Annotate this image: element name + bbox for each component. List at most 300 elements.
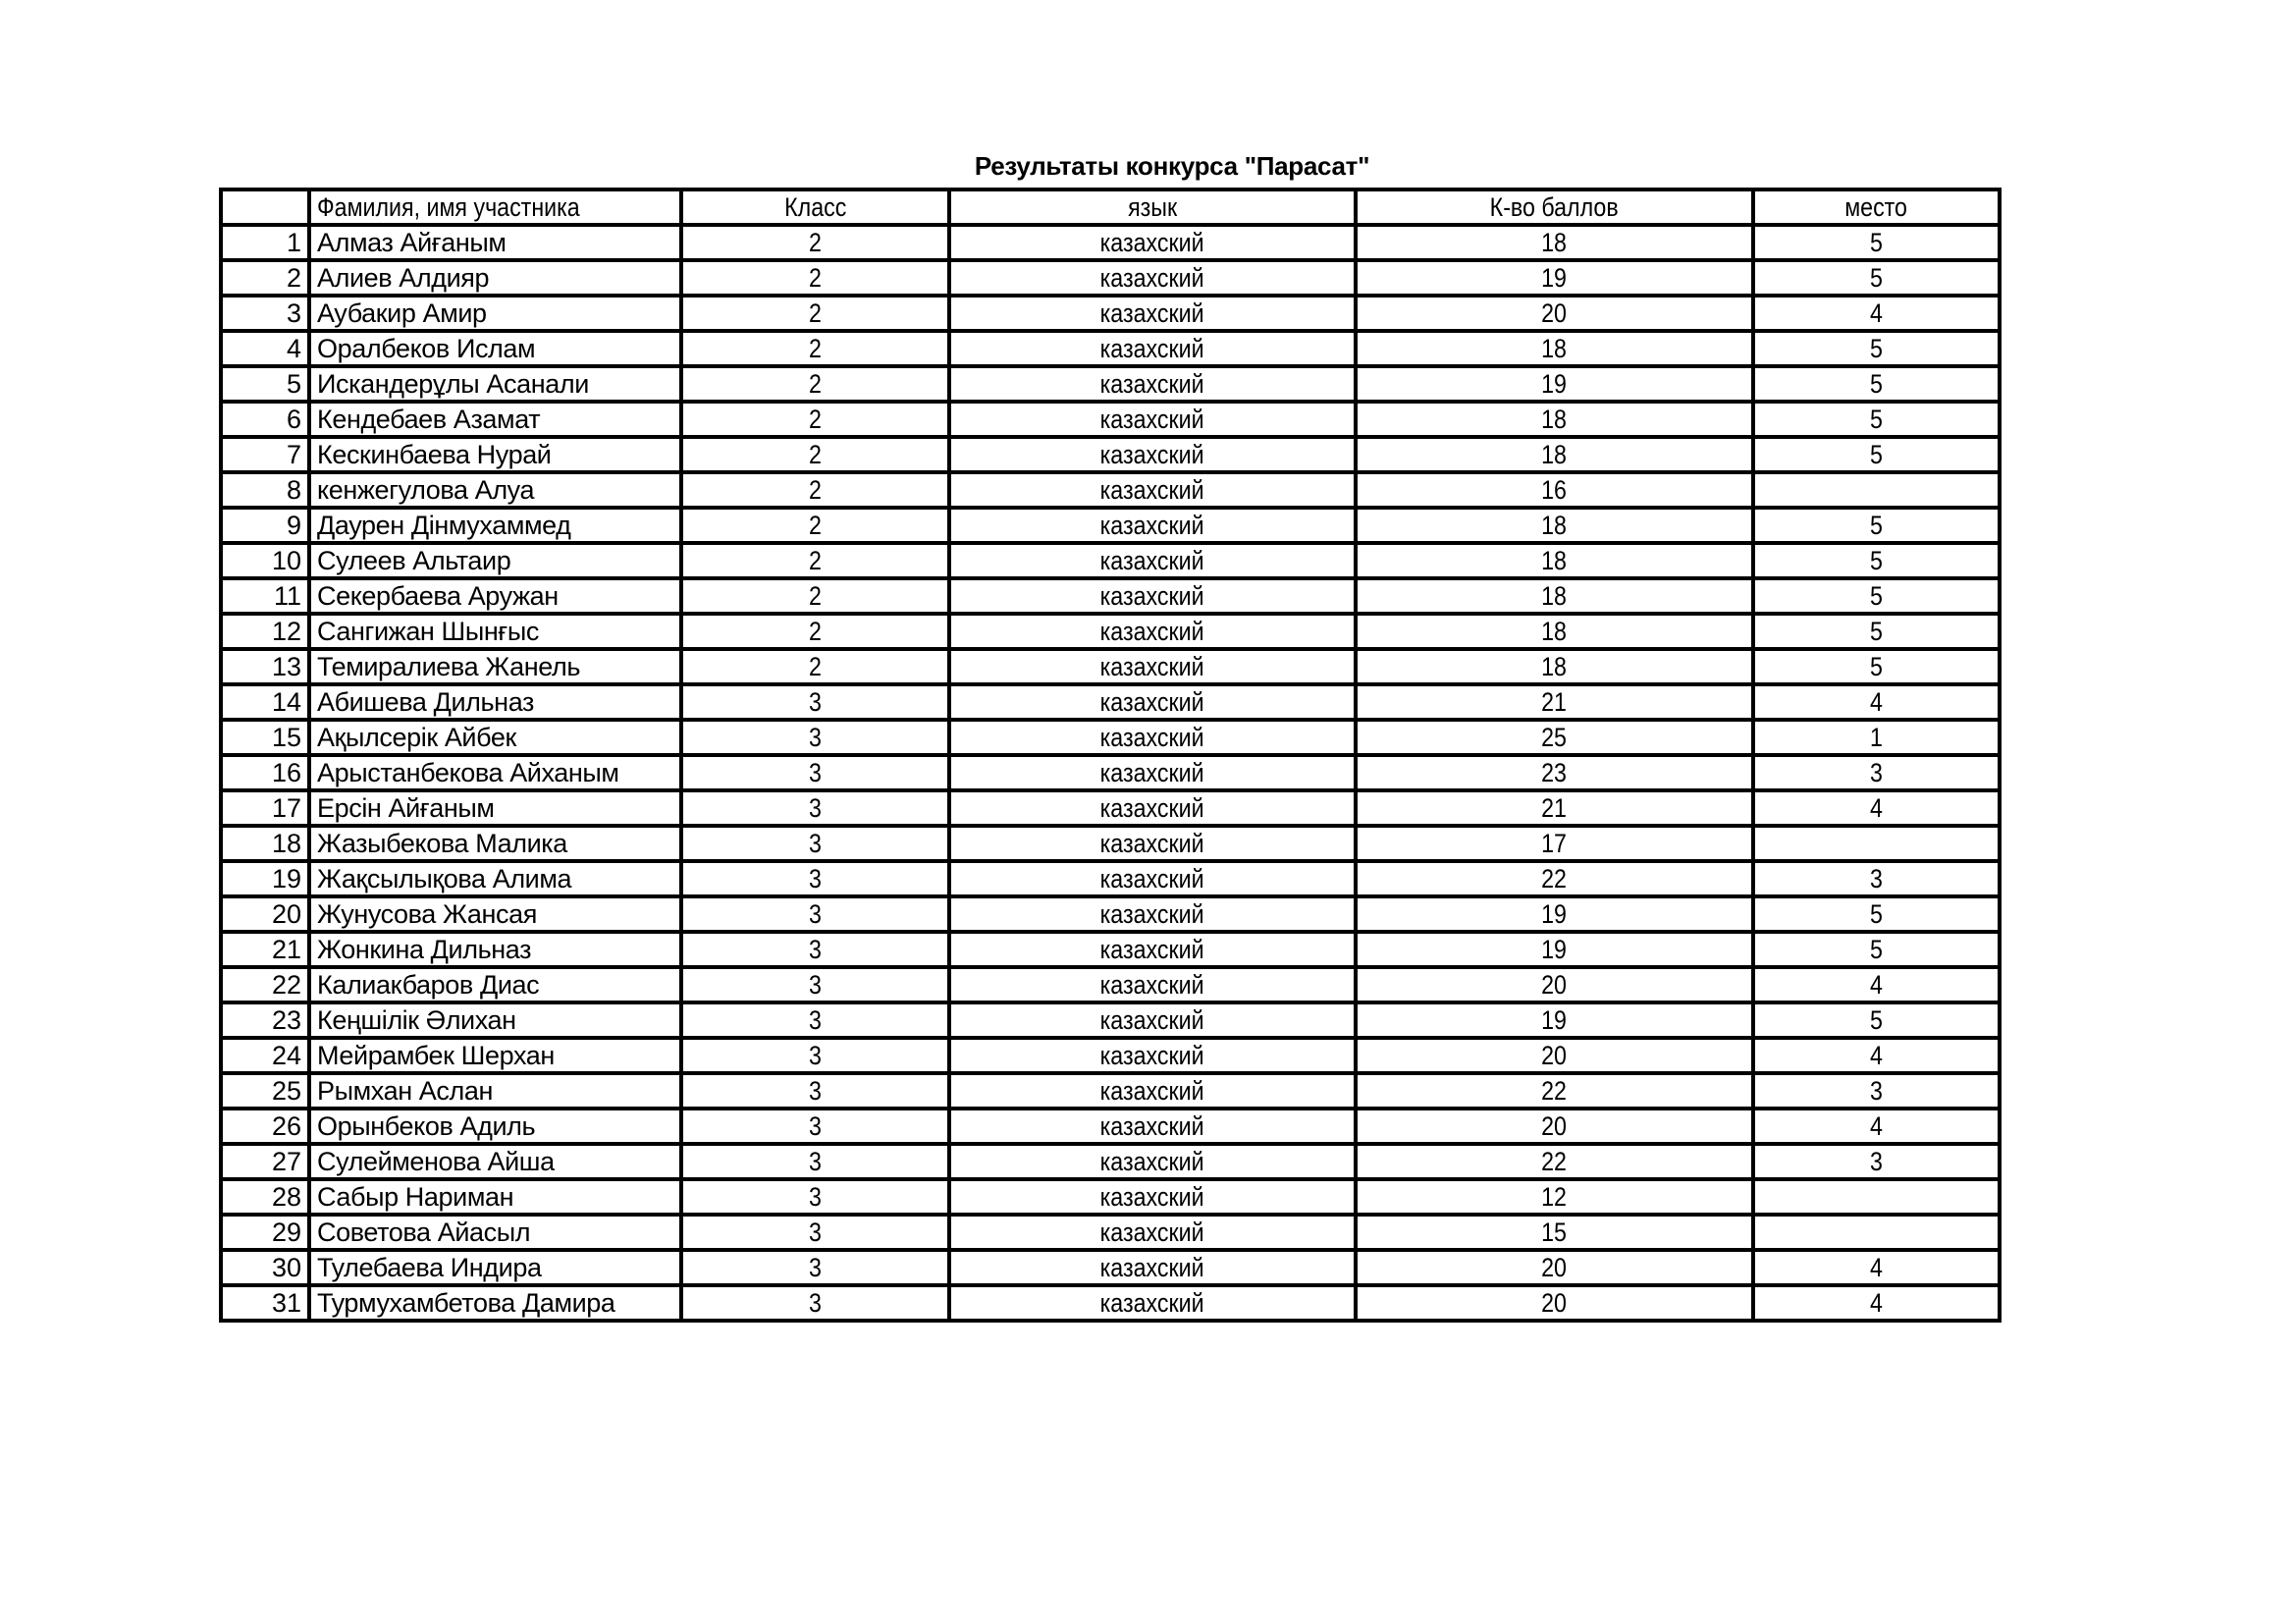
place-cell [1753,720,2000,755]
place-cell [1753,826,2000,861]
language-cell [949,684,1356,720]
place-cell [1753,896,2000,932]
place-cell [1753,1109,2000,1144]
row-number-cell: 1 [221,225,309,260]
language-cell [949,1002,1356,1038]
header-name-label: Фамилия, имя участника [317,192,580,222]
class-cell [681,543,949,578]
language-cell-text: казахский [1100,511,1204,540]
place-cell [1753,1073,2000,1109]
language-cell-text: казахский [1100,1182,1204,1212]
row-number-cell: 11 [221,578,309,614]
language-cell [949,508,1356,543]
place-cell-text: 1 [1870,723,1883,752]
row-number-cell: 6 [221,402,309,437]
place-cell-text: 4 [1870,793,1883,823]
place-cell-text: 3 [1870,758,1883,787]
class-cell [681,1285,949,1321]
language-cell-text: казахский [1100,723,1204,752]
row-number-cell: 18 [221,826,309,861]
score-cell [1356,366,1753,402]
score-cell-text: 20 [1541,1288,1568,1318]
row-number-cell: 24 [221,1038,309,1073]
language-cell [949,1038,1356,1073]
participant-name-cell: Рымхан Аслан [309,1073,681,1109]
class-cell-text: 3 [809,1218,822,1247]
participant-name-cell: Сабыр Нариман [309,1179,681,1215]
table-row [221,826,2000,861]
row-number-cell: 15 [221,720,309,755]
place-cell-text: 4 [1870,970,1883,1000]
row-number-cell: 19 [221,861,309,896]
score-cell-text: 18 [1541,440,1568,469]
language-cell [949,472,1356,508]
score-cell-text: 19 [1541,935,1568,964]
table-row [221,790,2000,826]
place-cell [1753,790,2000,826]
place-cell-text: 5 [1870,652,1883,681]
place-cell [1753,755,2000,790]
class-cell [681,225,949,260]
score-cell [1356,331,1753,366]
class-cell [681,331,949,366]
place-cell [1753,1038,2000,1073]
table-row [221,296,2000,331]
table-row [221,508,2000,543]
table-row [221,472,2000,508]
language-cell [949,826,1356,861]
language-cell [949,578,1356,614]
language-cell [949,402,1356,437]
participant-name-cell: Абишева Дильназ [309,684,681,720]
class-cell-text: 2 [809,652,822,681]
participant-name-cell: Ерсін Айғаным [309,790,681,826]
score-cell [1356,508,1753,543]
score-cell [1356,614,1753,649]
header-place [1753,189,2000,225]
table-row [221,402,2000,437]
class-cell-text: 2 [809,228,822,257]
table-row [221,861,2000,896]
row-number-cell: 23 [221,1002,309,1038]
class-cell-text: 3 [809,864,822,893]
class-cell [681,1073,949,1109]
place-cell-text: 5 [1870,263,1883,293]
participant-name-cell: Секербаева Аружан [309,578,681,614]
participant-name-cell: Кескинбаева Нурай [309,437,681,472]
row-number-cell: 13 [221,649,309,684]
participant-name-cell: Даурен Дінмухаммед [309,508,681,543]
score-cell-text: 22 [1541,1147,1568,1176]
language-cell-text: казахский [1100,263,1204,293]
table-row [221,437,2000,472]
class-cell-text: 2 [809,617,822,646]
place-cell [1753,225,2000,260]
class-cell [681,296,949,331]
class-cell-text: 2 [809,581,822,611]
header-name [309,189,681,225]
header-row [221,189,2000,225]
class-cell [681,861,949,896]
score-cell [1356,296,1753,331]
score-cell-text: 19 [1541,899,1568,929]
place-cell-text: 3 [1870,864,1883,893]
language-cell [949,755,1356,790]
place-cell [1753,260,2000,296]
class-cell [681,437,949,472]
header-place-label: место [1844,192,1908,222]
row-number-cell: 12 [221,614,309,649]
place-cell [1753,508,2000,543]
language-cell [949,1073,1356,1109]
class-cell [681,1250,949,1285]
participant-name-cell: Алиев Алдияр [309,260,681,296]
score-cell [1356,967,1753,1002]
language-cell [949,366,1356,402]
class-cell [681,649,949,684]
participant-name-cell: Мейрамбек Шерхан [309,1038,681,1073]
class-cell [681,260,949,296]
row-number-cell: 2 [221,260,309,296]
language-cell [949,1250,1356,1285]
score-cell [1356,1250,1753,1285]
class-cell-text: 3 [809,1005,822,1035]
language-cell [949,260,1356,296]
score-cell [1356,1109,1753,1144]
language-cell-text: казахский [1100,1005,1204,1035]
participant-name-cell: Жунусова Жансая [309,896,681,932]
class-cell-text: 3 [809,899,822,929]
score-cell-text: 19 [1541,369,1568,399]
language-cell [949,720,1356,755]
score-cell-text: 18 [1541,581,1568,611]
place-cell-text: 5 [1870,334,1883,363]
language-cell-text: казахский [1100,1218,1204,1247]
row-number-cell: 28 [221,1179,309,1215]
language-cell [949,967,1356,1002]
place-cell-text: 5 [1870,899,1883,929]
results-table [219,188,2002,1323]
participant-name-cell: Советова Айасыл [309,1215,681,1250]
row-number-cell: 7 [221,437,309,472]
participant-name-cell: Турмухамбетова Дамира [309,1285,681,1321]
participant-name-cell: Сулейменова Айша [309,1144,681,1179]
table-body [221,225,2000,1321]
place-cell-text: 5 [1870,511,1883,540]
participant-name-cell: Темиралиева Жанель [309,649,681,684]
table-row [221,578,2000,614]
participant-name-cell: Жонкина Дильназ [309,932,681,967]
class-cell [681,578,949,614]
class-cell-text: 3 [809,758,822,787]
language-cell-text: казахский [1100,935,1204,964]
place-cell [1753,684,2000,720]
class-cell [681,402,949,437]
language-cell-text: казахский [1100,864,1204,893]
language-cell [949,896,1356,932]
table-row [221,932,2000,967]
place-cell [1753,614,2000,649]
score-cell [1356,649,1753,684]
score-cell [1356,1002,1753,1038]
class-cell-text: 2 [809,511,822,540]
place-cell-text: 4 [1870,298,1883,328]
participant-name-cell: Кендебаев Азамат [309,402,681,437]
table-row [221,896,2000,932]
class-cell [681,684,949,720]
score-cell [1356,225,1753,260]
language-cell [949,225,1356,260]
participant-name-cell: Тулебаева Индира [309,1250,681,1285]
participant-name-cell: Жазыбекова Малика [309,826,681,861]
place-cell [1753,1179,2000,1215]
class-cell [681,790,949,826]
score-cell-text: 23 [1541,758,1568,787]
score-cell [1356,1073,1753,1109]
score-cell-text: 12 [1541,1182,1568,1212]
score-cell [1356,1144,1753,1179]
participant-name-cell: Кеңшілік Әлихан [309,1002,681,1038]
language-cell-text: казахский [1100,970,1204,1000]
score-cell-text: 19 [1541,1005,1568,1035]
place-cell [1753,967,2000,1002]
class-cell-text: 3 [809,1288,822,1318]
language-cell [949,1179,1356,1215]
language-cell-text: казахский [1100,440,1204,469]
table-row [221,649,2000,684]
score-cell-text: 20 [1541,1253,1568,1282]
header-class [681,189,949,225]
class-cell-text: 3 [809,793,822,823]
score-cell-text: 17 [1541,829,1568,858]
class-cell-text: 2 [809,475,822,505]
language-cell-text: казахский [1100,334,1204,363]
place-cell [1753,296,2000,331]
participant-name-cell: Искандерұлы Асанали [309,366,681,402]
language-cell [949,1109,1356,1144]
score-cell-text: 18 [1541,334,1568,363]
participant-name-cell: Аубакир Амир [309,296,681,331]
header-language [949,189,1356,225]
language-cell [949,861,1356,896]
place-cell [1753,1215,2000,1250]
score-cell-text: 21 [1541,687,1568,717]
place-cell-text: 3 [1870,1076,1883,1106]
class-cell [681,896,949,932]
language-cell [949,1285,1356,1321]
table-row [221,684,2000,720]
class-cell [681,720,949,755]
class-cell [681,508,949,543]
class-cell-text: 3 [809,970,822,1000]
place-cell [1753,1250,2000,1285]
language-cell-text: казахский [1100,1147,1204,1176]
class-cell-text: 3 [809,1076,822,1106]
score-cell [1356,260,1753,296]
participant-name-cell: Алмаз Айғаным [309,225,681,260]
language-cell-text: казахский [1100,228,1204,257]
class-cell-text: 2 [809,298,822,328]
class-cell [681,1038,949,1073]
score-cell-text: 20 [1541,1041,1568,1070]
language-cell [949,437,1356,472]
row-number-cell: 3 [221,296,309,331]
score-cell-text: 18 [1541,652,1568,681]
row-number-cell: 16 [221,755,309,790]
place-cell-text: 5 [1870,369,1883,399]
table-row [221,1179,2000,1215]
place-cell-text: 5 [1870,581,1883,611]
score-cell-text: 15 [1541,1218,1568,1247]
row-number-cell: 27 [221,1144,309,1179]
place-cell-text: 5 [1870,1005,1883,1035]
class-cell [681,614,949,649]
score-cell-text: 18 [1541,511,1568,540]
score-cell [1356,437,1753,472]
row-number-cell: 5 [221,366,309,402]
class-cell-text: 3 [809,1111,822,1141]
language-cell-text: казахский [1100,1111,1204,1141]
class-cell-text: 2 [809,369,822,399]
score-cell-text: 18 [1541,617,1568,646]
language-cell [949,296,1356,331]
score-cell-text: 22 [1541,1076,1568,1106]
class-cell-text: 3 [809,1253,822,1282]
row-number-cell: 30 [221,1250,309,1285]
place-cell-text: 5 [1870,617,1883,646]
score-cell-text: 18 [1541,546,1568,575]
participant-name-cell: Калиакбаров Диас [309,967,681,1002]
participant-name-cell: Сангижан Шынғыс [309,614,681,649]
language-cell-text: казахский [1100,546,1204,575]
class-cell [681,1109,949,1144]
row-number-cell: 10 [221,543,309,578]
score-cell-text: 18 [1541,405,1568,434]
place-cell [1753,437,2000,472]
class-cell [681,366,949,402]
score-cell [1356,720,1753,755]
table-row [221,967,2000,1002]
page-title: Результаты конкурса "Парасат" [974,151,1370,181]
table-row [221,755,2000,790]
language-cell-text: казахский [1100,758,1204,787]
row-number-cell: 22 [221,967,309,1002]
score-cell-text: 21 [1541,793,1568,823]
language-cell-text: казахский [1100,829,1204,858]
class-cell-text: 2 [809,440,822,469]
participant-name-cell: Орынбеков Адиль [309,1109,681,1144]
score-cell-text: 25 [1541,723,1568,752]
participant-name-cell: Жақсылықова Алима [309,861,681,896]
score-cell-text: 18 [1541,228,1568,257]
language-cell [949,1144,1356,1179]
place-cell [1753,543,2000,578]
score-cell [1356,578,1753,614]
place-cell-text: 4 [1870,1041,1883,1070]
place-cell-text: 4 [1870,1111,1883,1141]
language-cell-text: казахский [1100,617,1204,646]
table-row [221,225,2000,260]
score-cell-text: 19 [1541,263,1568,293]
table-row [221,1144,2000,1179]
table-row [221,260,2000,296]
table-row [221,1215,2000,1250]
language-cell-text: казахский [1100,1288,1204,1318]
language-cell [949,331,1356,366]
score-cell [1356,896,1753,932]
score-cell [1356,402,1753,437]
place-cell-text: 5 [1870,546,1883,575]
place-cell-text: 5 [1870,440,1883,469]
table-row [221,1038,2000,1073]
table-row [221,331,2000,366]
place-cell [1753,578,2000,614]
language-cell-text: казахский [1100,687,1204,717]
language-cell-text: казахский [1100,581,1204,611]
language-cell-text: казахский [1100,298,1204,328]
place-cell [1753,1285,2000,1321]
class-cell-text: 2 [809,334,822,363]
language-cell [949,649,1356,684]
place-cell [1753,366,2000,402]
place-cell-text: 5 [1870,405,1883,434]
place-cell [1753,331,2000,366]
class-cell-text: 2 [809,263,822,293]
table-row [221,1250,2000,1285]
class-cell [681,932,949,967]
place-cell-text: 5 [1870,228,1883,257]
class-cell [681,1179,949,1215]
place-cell-text: 4 [1870,1288,1883,1318]
score-cell-text: 20 [1541,298,1568,328]
language-cell-text: казахский [1100,899,1204,929]
header-language-label: язык [1127,192,1178,222]
participant-name-cell: Арыстанбекова Айханым [309,755,681,790]
table-row [221,1073,2000,1109]
participant-name-cell: Сулеев Альтаир [309,543,681,578]
score-cell-text: 22 [1541,864,1568,893]
header-class-label: Класс [783,192,847,222]
score-cell [1356,826,1753,861]
score-cell [1356,1179,1753,1215]
row-number-cell: 8 [221,472,309,508]
score-cell-text: 16 [1541,475,1568,505]
class-cell [681,1002,949,1038]
score-cell [1356,472,1753,508]
language-cell [949,614,1356,649]
class-cell-text: 3 [809,723,822,752]
language-cell-text: казахский [1100,1041,1204,1070]
score-cell [1356,1038,1753,1073]
header-number [221,189,309,225]
class-cell-text: 2 [809,546,822,575]
table-row [221,1285,2000,1321]
score-cell [1356,684,1753,720]
place-cell [1753,861,2000,896]
language-cell-text: казахский [1100,793,1204,823]
header-score [1356,189,1753,225]
class-cell [681,1144,949,1179]
language-cell [949,932,1356,967]
table-row [221,614,2000,649]
language-cell-text: казахский [1100,369,1204,399]
class-cell [681,755,949,790]
class-cell [681,472,949,508]
score-cell-text: 20 [1541,970,1568,1000]
score-cell [1356,861,1753,896]
table-row [221,1109,2000,1144]
class-cell-text: 3 [809,1147,822,1176]
